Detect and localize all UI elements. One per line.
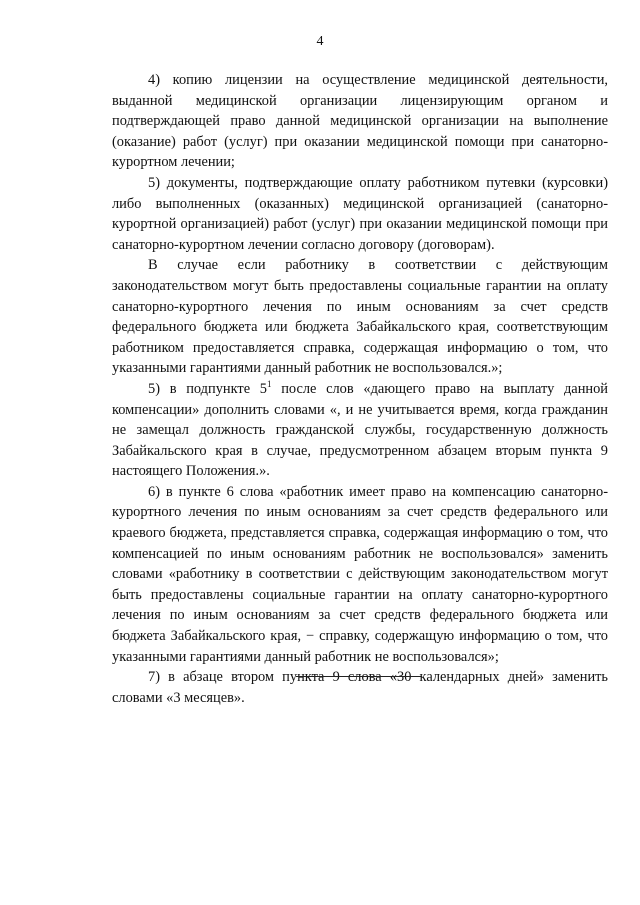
paragraph-license-copy: 4) копию лицензии на осуществление медицинской деятельности, выданной медицинской организации лицензирующим органом и подтверждающей право данной медицинской организации на выполнение (оказание) работ (услуг) при оказании медицинской помощи при санаторно-курортном лечении; (112, 72, 608, 171)
document-body (112, 70, 608, 708)
subpoint-text-after: после слов «дающего право на выплату данной компенсации» дополнить словами «, и не учитывается время, когда гражданин не замещал должность гражданской службы, государственную должность Забайкальского края в случае, предусмотренном абзацем вторым пункта 9 настоящего Положения.». (112, 380, 608, 480)
page-number: 4 (316, 34, 324, 49)
paragraph-social-guarantees: В случае если работнику в соответствии с действующим законодательством могут быть предоставлены социальные гарантии на оплату санаторно-курортного лечения по иным основаниям за счет средств федерального бюджета или бюджета Забайкальского края, соответствующим работником предоставляется справка, содержащая информацию о том, что указанными гарантиями данный работник не воспользовался.»; (112, 257, 608, 377)
paragraph-subpoint-amendment (112, 379, 608, 482)
subpoint-superscript: 1 (266, 379, 272, 390)
paragraph-point-6-amendment: 6) в пункте 6 слова «работник имеет право на компенсацию санаторно-курортного лечения по иным основаниям за счет средств федерального или краевого бюджета, представляется справка, содержащая информацию о том, что компенсацией по иным основаниям работник не воспользовался» заменить словами «работнику в соответствии с действующим законодательством могут быть предоставлены социальные гарантии на оплату санаторно-курортного лечения по иным основаниям за счет средств федерального бюджета или бюджета Забайкальского края, − справку, содержащую информацию о том, что указанными гарантиями данный работник не воспользовался»; (112, 483, 608, 665)
subpoint-text-before: 5) в подпункте 5 (148, 380, 267, 397)
paragraph-payment-documents: 5) документы, подтверждающие оплату работником путевки (курсовки) либо выполненных (оказанных) медицинской организацией (санаторно-курортной организацией) работ (услуг) при оказании медицинской помощи при санаторно-курортном лечении согласно договору (договорам). (112, 174, 608, 253)
closing-divider (296, 676, 422, 677)
paragraph-point-9-amendment: 7) в абзаце втором пункта 9 слова «30 календарных дней» заменить словами «3 месяцев». (112, 669, 608, 706)
